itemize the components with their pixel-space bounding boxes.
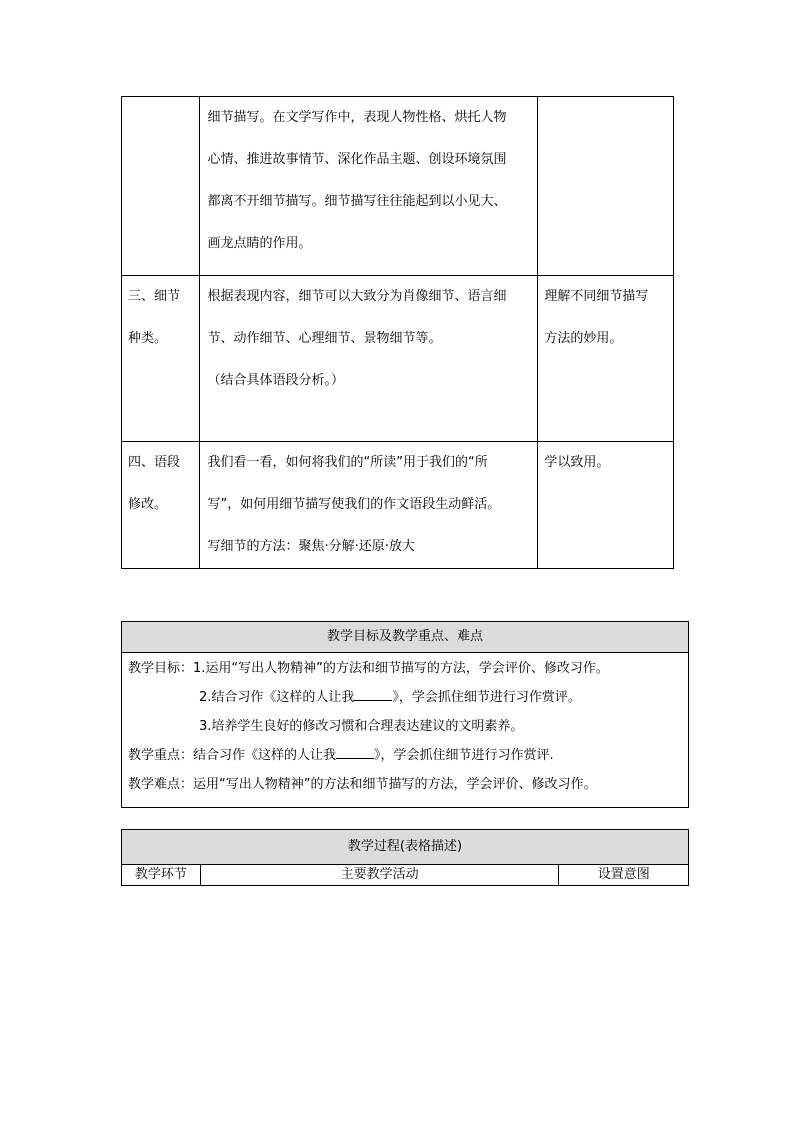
goals-body xyxy=(122,653,689,808)
intent-cell xyxy=(538,442,674,569)
goal-text: 》，学会抓住细节进行习作赏评。 xyxy=(392,690,581,705)
goals-header: 教学目标及教学重点、难点 xyxy=(122,622,689,653)
col-header: 主要教学活动 xyxy=(200,865,559,886)
lesson-table xyxy=(121,96,674,569)
text-line: 理解不同细节描写 xyxy=(544,289,649,304)
stage-cell xyxy=(122,276,200,442)
goal-line xyxy=(122,682,688,711)
col-header: 教学环节 xyxy=(122,865,201,886)
table-row xyxy=(122,97,674,276)
text-line: （结合具体语段分析。） xyxy=(207,373,345,388)
text-line: 修改。 xyxy=(128,497,168,512)
goal-text: 教学重点：结合习作《这样的人让我 xyxy=(128,748,337,763)
text-line: 画龙点睛的作用。 xyxy=(207,236,312,251)
process-header: 教学过程(表格描述) xyxy=(122,830,689,865)
intent-cell xyxy=(538,276,674,442)
text-line: 三、细节 xyxy=(128,289,181,304)
goals-table xyxy=(121,621,689,808)
text-line: 方法的妙用。 xyxy=(544,331,623,346)
content-cell xyxy=(199,442,538,569)
process-table xyxy=(121,829,689,886)
text-line: 种类。 xyxy=(128,331,168,346)
table-row xyxy=(122,276,674,442)
blank-underline xyxy=(336,746,374,759)
goal-line: 3.培养学生良好的修改习惯和合理表达建议的文明素养。 xyxy=(199,719,524,734)
content-cell xyxy=(199,276,538,442)
text-line: 都离不开细节描写。细节描写往往能起到以小见大、 xyxy=(207,194,507,209)
col-header: 设置意图 xyxy=(559,865,689,886)
text-line: 写细节的方法：聚焦·分解·还原·放大 xyxy=(207,539,415,554)
stage-cell xyxy=(122,442,200,569)
goal-text: 》，学会抓住细节进行习作赏评. xyxy=(374,748,554,763)
goal-line: 教学目标：1.运用“写出人物精神”的方法和细节描写的方法，学会评价、修改习作。 xyxy=(128,661,609,676)
intent-cell xyxy=(538,97,674,276)
blank-underline xyxy=(354,688,392,701)
text-line: 我们看一看，如何将我们的“所读”用于我们的“所 xyxy=(207,455,488,470)
text-line: 细节描写。在文学写作中，表现人物性格、烘托人物 xyxy=(207,110,507,125)
content-cell xyxy=(199,97,538,276)
text-line: 学以致用。 xyxy=(544,455,610,470)
stage-cell xyxy=(122,97,200,276)
goal-line xyxy=(122,740,688,769)
table-row xyxy=(122,442,674,569)
goal-line: 教学难点：运用“写出人物精神”的方法和细节描写的方法，学会评价、修改习作。 xyxy=(128,777,597,792)
text-line: 写”，如何用细节描写使我们的作文语段生动鲜活。 xyxy=(207,497,501,512)
text-line: 根据表现内容，细节可以大致分为肖像细节、语言细 xyxy=(207,289,507,304)
goal-text: 2.结合习作《这样的人让我 xyxy=(199,690,355,705)
text-line: 四、语段 xyxy=(128,455,181,470)
text-line: 心情、推进故事情节、深化作品主题、创设环境氛围 xyxy=(207,152,507,167)
text-line: 节、动作细节、心理细节、景物细节等。 xyxy=(207,331,442,346)
